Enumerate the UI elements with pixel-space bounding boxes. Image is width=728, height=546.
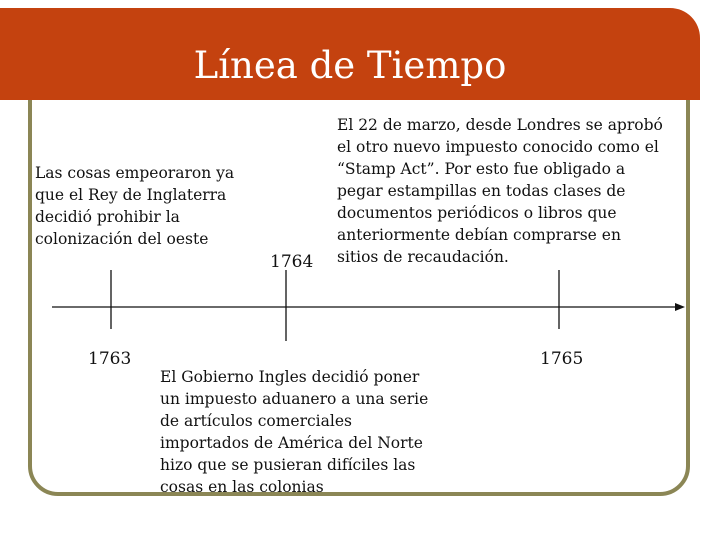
year-label-1764: 1764 xyxy=(270,252,314,272)
event-text-1763: Las cosas empeoraron ya que el Rey de Inglaterra decidió prohibir la colonización del oeste xyxy=(35,164,235,248)
event-text-1764: El Gobierno Ingles decidió poner un impuesto aduanero a una serie de artículos comerciales importados de América del Norte hizo que se pusieran difíciles las cosas en las colonias xyxy=(160,368,429,496)
year-label-1763: 1763 xyxy=(88,349,132,369)
year-label-1765: 1765 xyxy=(540,349,584,369)
slide-title: Línea de Tiempo xyxy=(193,44,507,87)
event-text-1765: El 22 de marzo, desde Londres se aprobó el otro nuevo impuesto conocido como el “Stamp Act”. Por esto fue obligado a pegar estampillas en todas clases de documentos periódicos o libros que anteriormente debían comprarse en sitios de recaudación. xyxy=(337,116,663,266)
timeline-arrowhead xyxy=(675,303,685,311)
